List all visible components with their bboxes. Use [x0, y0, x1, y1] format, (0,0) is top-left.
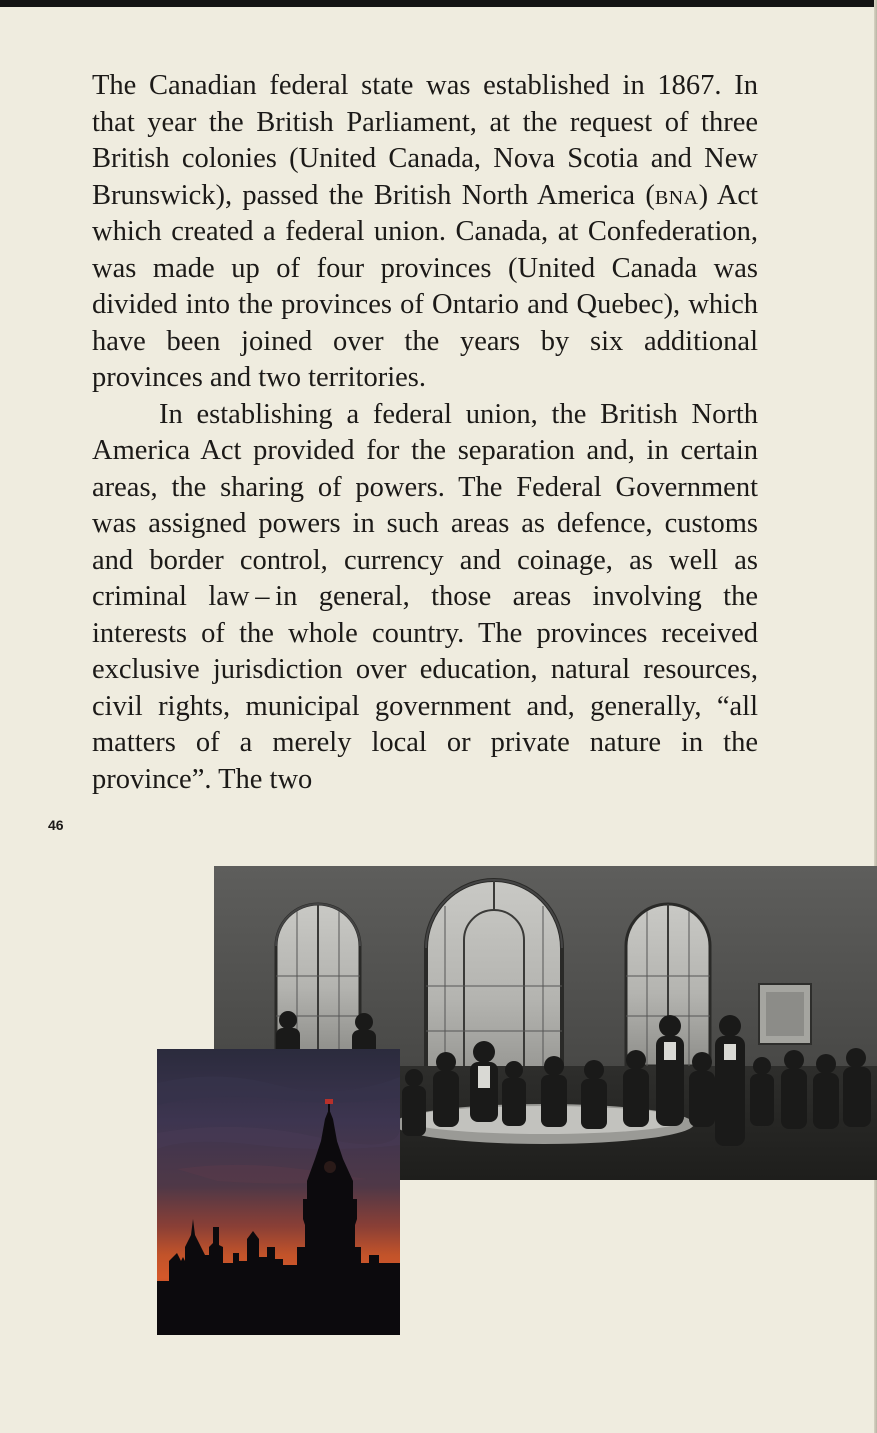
- paragraph-1-part-2: ) Act which created a federal union. Canada, at Confederation, was made up of four provinces (United Canada was divided into the provinces of Ontario and Quebec), which have been joined over the years by six additional provinces and two territories.: [92, 179, 758, 393]
- page-number: 46: [48, 817, 64, 833]
- paragraph-2-text: In establishing a federal union, the British North America Act provided for the separation and, in certain areas, the sharing of powers. The Federal Government was assigned powers in such areas as defence, customs and border control, currency and coinage, as well as criminal law – in general, those areas involving the interests of the whole country. The provinces received exclusive jurisdiction over education, natural resources, civil rights, municipal government and, generally, “all matters of a merely local or private nature in the province”. The two: [92, 398, 758, 795]
- paragraph-1-part-1: The Canadian federal state was established in 1867. In that year the British Parliament, at the request of three British colonies (United Canada, Nova Scotia and New Brunswick), passed the British North America (: [92, 70, 758, 211]
- bna-abbreviation: bna: [654, 179, 699, 211]
- body-text: [92, 68, 758, 798]
- parliament-photo: [157, 1049, 400, 1335]
- paragraph-1: [92, 68, 758, 397]
- top-edge-rule: [0, 0, 877, 7]
- paragraph-2: [92, 397, 758, 799]
